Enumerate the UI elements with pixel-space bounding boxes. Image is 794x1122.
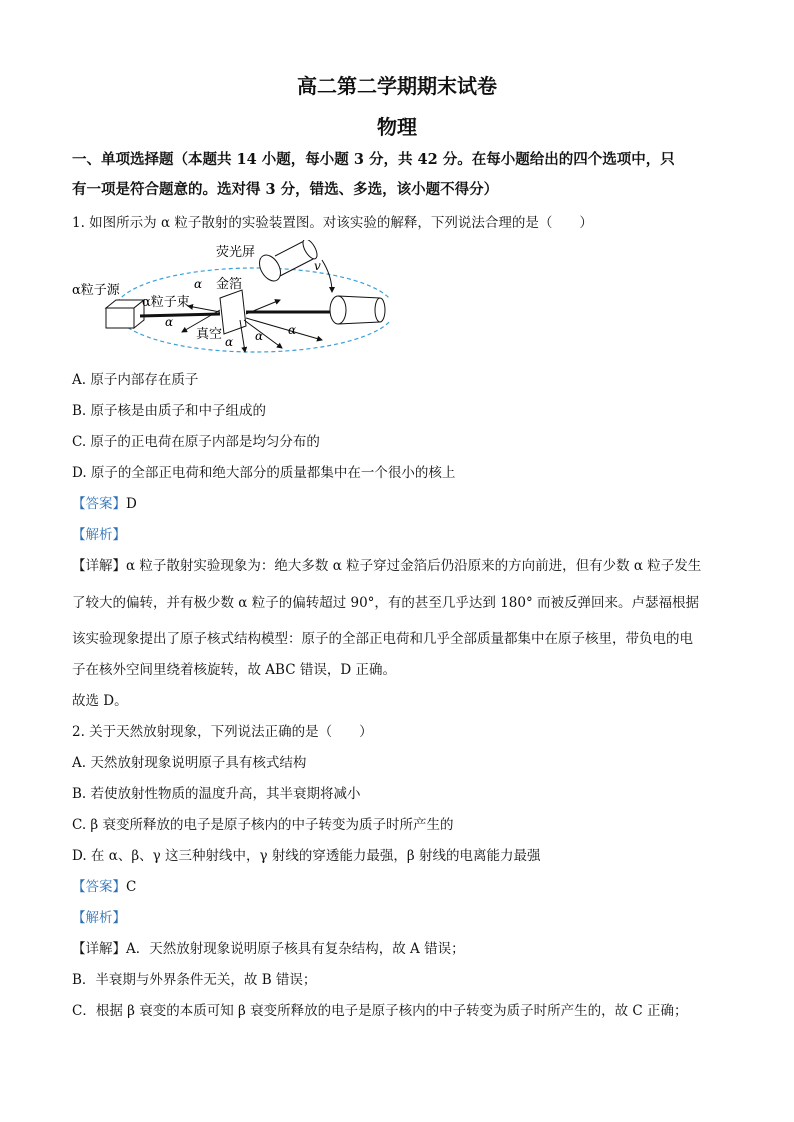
- label-v: v: [314, 259, 321, 273]
- label-beam: α粒子束: [142, 295, 190, 310]
- label-alpha-4: α: [255, 329, 264, 343]
- answer-value: D: [126, 496, 137, 512]
- label-alpha-5: α: [288, 323, 297, 337]
- q2-answer: [72, 877, 732, 897]
- q1-detail-line-4: 子在核外空间里绕着核旋转，故 ABC 错误，D 正确。: [72, 662, 396, 678]
- detail-tag: 【详解】: [72, 941, 126, 957]
- label-foil: 金箔: [216, 277, 243, 292]
- q2-analysis: [72, 908, 732, 928]
- q1-option-c: C. 原子的正电荷在原子内部是均匀分布的: [72, 434, 320, 450]
- q2-detail-line-2: B．半衰期与外界条件无关，故 B 错误；: [72, 972, 317, 988]
- label-alpha-1: α: [194, 277, 203, 291]
- answer-tag: 【答案】: [72, 879, 126, 895]
- label-vacuum: 真空: [196, 327, 223, 342]
- section-heading-line-1: 一、单项选择题（本题共 14 小题，每小题 3 分，共 42 分。在每小题给出的四个选项中，只: [72, 151, 675, 168]
- label-source: α粒子源: [72, 283, 120, 298]
- answer-tag: 【答案】: [72, 496, 126, 512]
- q1-option-d: D. 原子的全部正电荷和绝大部分的质量都集中在一个很小的核上: [72, 465, 456, 481]
- q1-detail-line-2: 了较大的偏转，并有极少数 α 粒子的偏转超过 90°，有的甚至几乎达到 180° 而被反弹回来。卢瑟福根据: [72, 595, 700, 611]
- q2-option-c: C. β 衰变所释放的电子是原子核内的中子转变为质子时所产生的: [72, 817, 454, 833]
- q1-stem: 1. 如图所示为 α 粒子散射的实验装置图。对该实验的解释，下列说法合理的是（ ）: [72, 215, 593, 231]
- analysis-tag: 【解析】: [72, 527, 126, 543]
- subject-title: 物理: [377, 115, 417, 139]
- q1-answer: [72, 494, 732, 514]
- q1-option-b: B. 原子核是由质子和中子组成的: [72, 403, 267, 419]
- label-alpha-2: α: [165, 315, 174, 329]
- alpha-scattering-diagram: [70, 240, 390, 360]
- fluorescent-screen: [255, 240, 320, 285]
- detail-tag: 【详解】: [72, 558, 126, 574]
- q1-detail-line-1: [72, 556, 732, 576]
- analysis-tag: 【解析】: [72, 910, 126, 926]
- q2-option-d: D. 在 α、β、γ 这三种射线中，γ 射线的穿透能力最强，β 射线的电离能力最强: [72, 848, 541, 864]
- vacuum-chamber: [115, 268, 390, 352]
- label-screen: 荧光屏: [216, 245, 256, 260]
- q2-stem: 2. 关于天然放射现象，下列说法正确的是（ ）: [72, 724, 373, 740]
- detail-text: A．天然放射现象说明原子核具有复杂结构，故 A 错误；: [126, 941, 465, 957]
- q2-option-b: B. 若使放射性物质的温度升高，其半衰期将减小: [72, 786, 361, 802]
- q1-option-a: A. 原子内部存在质子: [72, 372, 199, 388]
- q1-conclusion: 故选 D。: [72, 693, 128, 709]
- section-heading-line-2: 有一项是符合题意的。选对得 3 分，错选、多选，该小题不得分）: [72, 181, 499, 198]
- q2-detail-line-3: C．根据 β 衰变的本质可知 β 衰变所释放的电子是原子核内的中子转变为质子时所产生的，故 C 正确；: [72, 1003, 688, 1019]
- alpha-beam: [140, 314, 220, 316]
- label-alpha-3: α: [225, 335, 234, 349]
- q1-analysis: [72, 525, 732, 545]
- exam-title: 高二第二学期期末试卷: [297, 74, 497, 98]
- answer-value: C: [126, 879, 137, 895]
- microscope: [330, 296, 385, 324]
- q1-detail-line-3: 该实验现象提出了原子核式结构模型：原子的全部正电荷和几乎全部质量都集中在原子核里，带负电的电: [72, 631, 693, 647]
- q2-detail-line-1: [72, 939, 732, 959]
- gold-foil: [220, 290, 246, 334]
- alpha-source-box: [106, 300, 144, 328]
- q2-option-a: A. 天然放射现象说明原子具有核式结构: [72, 755, 307, 771]
- detail-text: α 粒子散射实验现象为：绝大多数 α 粒子穿过金箔后仍沿原来的方向前进，但有少数 α 粒子发生: [126, 558, 702, 574]
